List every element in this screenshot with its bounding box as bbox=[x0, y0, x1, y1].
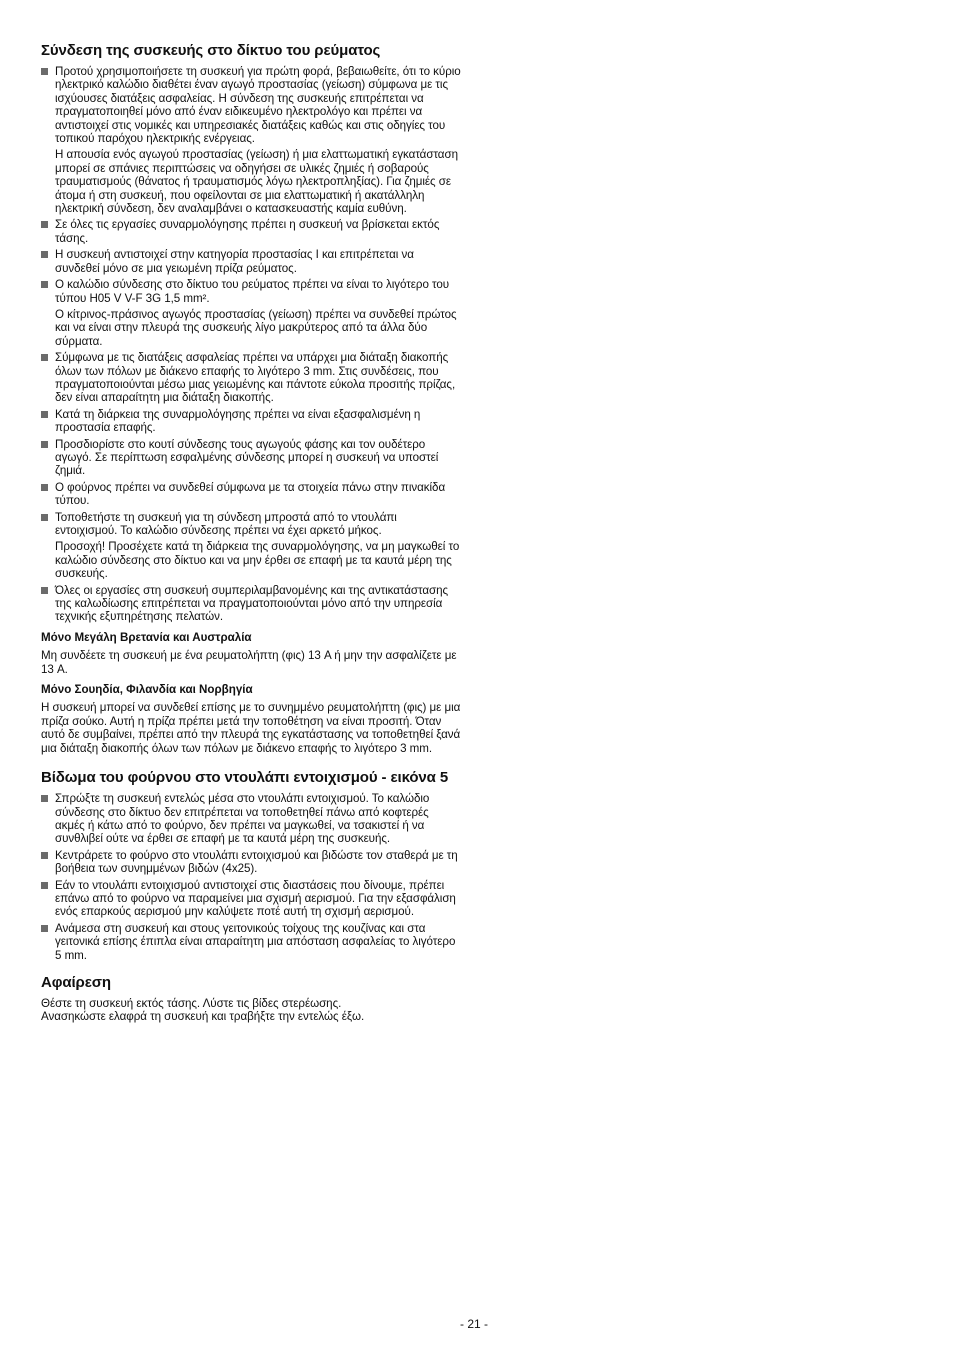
list-item-text: Ανάμεσα στη συσκευή και στους γειτονικούς τοίχους της κουζίνας και στα γειτονικά επίσης έπιπλα είναι απαραίτητη μια απόσταση ασφαλείας το λιγότερο 5 mm. bbox=[55, 921, 456, 962]
bullet-square-icon bbox=[41, 852, 48, 859]
list-item-text: Κεντράρετε το φούρνο στο ντουλάπι εντοιχισμού και βιδώστε τον σταθερά με τη βοήθεια των συνημμένων βιδών (4x25). bbox=[55, 848, 458, 876]
section-removal bbox=[41, 974, 461, 1024]
bullet-square-icon bbox=[41, 251, 48, 258]
page-number: - 21 - bbox=[460, 1317, 489, 1331]
list-item bbox=[41, 849, 461, 876]
bullet-square-icon bbox=[41, 441, 48, 448]
list-item-text: Κατά τη διάρκεια της συναρμολόγησης πρέπει να είναι εξασφαλισμένη η προστασία επαφής. bbox=[55, 407, 421, 435]
removal-line: Θέστε τη συσκευή εκτός τάσης. Λύστε τις βίδες στερέωσης. bbox=[41, 996, 342, 1010]
bullet-square-icon bbox=[41, 484, 48, 491]
list-item-text: Εάν το ντουλάπι εντοιχισμού αντιστοιχεί στις διαστάσεις που δίνουμε, πρέπει επάνω από το φούρνο να παραμείνει μια σχισμή αερισμού. Για την εξασφάλιση ενός επαρκούς αερισμού μην καλύψετε ποτέ αυτή τη σχισμή αερισμού. bbox=[55, 878, 456, 919]
paragraph-removal bbox=[41, 997, 461, 1024]
list-item bbox=[41, 218, 461, 245]
bullet-square-icon bbox=[41, 925, 48, 932]
bullet-square-icon bbox=[41, 587, 48, 594]
list-item-text: Ο κίτρινος-πράσινος αγωγός προστασίας (γείωση) πρέπει να συνδεθεί πρώτος και να είναι στην πλευρά της συσκευής λίγο μακρύτερος από τα άλλα δύο σύρματα. bbox=[55, 307, 457, 348]
bullet-square-icon bbox=[41, 68, 48, 75]
list-item bbox=[41, 511, 461, 581]
list-item bbox=[41, 792, 461, 846]
section-title-screwing: Βίδωμα του φούρνου στο ντουλάπι εντοιχισμού - εικόνα 5 bbox=[41, 769, 449, 787]
list-item bbox=[41, 438, 461, 478]
bullet-list-screwing bbox=[41, 792, 461, 962]
list-item-text: Σε όλες τις εργασίες συναρμολόγησης πρέπει η συσκευή να βρίσκεται εκτός τάσης. bbox=[55, 218, 440, 245]
list-item bbox=[41, 584, 461, 624]
list-item bbox=[41, 248, 461, 275]
list-item-text: Η συσκευή αντιστοιχεί στην κατηγορία προστασίας I και επιτρέπεται να συνδεθεί μόνο σε μια γειωμένη πρίζα ρεύματος. bbox=[55, 248, 414, 275]
list-item bbox=[41, 278, 461, 348]
bullet-square-icon bbox=[41, 221, 48, 228]
bullet-square-icon bbox=[41, 354, 48, 361]
list-item-text: Τοποθετήστε τη συσκευή για τη σύνδεση μπροστά από το ντουλάπι εντοιχισμού. Το καλώδιο σύνδεσης πρέπει να έχει αρκετό μήκος. bbox=[55, 510, 397, 537]
list-item bbox=[41, 481, 461, 508]
list-item-text: Ο φούρνος πρέπει να συνδεθεί σύμφωνα με τα στοιχεία πάνω στην πινακίδα τύπου. bbox=[55, 480, 446, 508]
bullet-square-icon bbox=[41, 882, 48, 889]
bullet-square-icon bbox=[41, 514, 48, 521]
section-screwing bbox=[41, 769, 461, 962]
removal-line: Ανασηκώστε ελαφρά τη συσκευή και τραβήξτε την εντελώς έξω. bbox=[41, 1010, 365, 1024]
page-content bbox=[41, 42, 461, 1024]
list-item-text: Ο καλώδιο σύνδεσης στο δίκτυο του ρεύματος πρέπει να είναι το λιγότερο του τύπου H05 V V-F 3G 1,5 mm². bbox=[55, 278, 450, 305]
list-item-text: Η απουσία ενός αγωγού προστασίας (γείωση) ή μια ελαττωματική εγκατάσταση μπορεί σε σπάνιες περιπτώσεις να οδηγήσει σε υλικές ζημιές ή σοβαρούς τραυματισμούς (θάνατος ή τραυματισμός λόγω ηλεκτροπληξίας). Για ζημιές σε άτομα ή στη συσκευή, που οφείλονται σε μια ελαττωματική ή ακατάλληλη ηλεκτρική σύνδεση, δεν αναλαμβάνει ο κατασκευαστής καμία ευθύνη. bbox=[55, 148, 458, 216]
text-uk-australia: Μη συνδέετε τη συσκευή με ένα ρευματολήπτη (φις) 13 A ή μην την ασφαλίζετε με 13 A. bbox=[41, 649, 457, 676]
text-nordic: Η συσκευή μπορεί να συνδεθεί επίσης με το συνημμένο ρευματολήπτη (φις) με μια πρίζα σούκο. Αυτή η πρίζα πρέπει μετά την τοποθέτηση να είναι προσιτή. Όταν αυτό δε συμβαίνει, πρέπει από την πλευρά της εγκατάστασης να τοποθετηθεί ξανά μια διάταξη διακοπής όλων των πόλων με διάκενο επαφής το λιγότερο 3 mm. bbox=[41, 701, 461, 755]
bullet-list-connection bbox=[41, 65, 461, 624]
list-item-text: Σύμφωνα με τις διατάξεις ασφαλείας πρέπει να υπάρχει μια διάταξη διακοπής όλων των πόλων με διάκενο επαφής το λιγότερο 3 mm. Στις συνδέσεις, που πραγματοποιούνται μέσω μιας γειωμένης και πάντοτε εύκολα προσιτής πρίζας, δεν είναι απαραίτητη μια διάταξη διακοπής. bbox=[55, 351, 456, 405]
section-title-removal: Αφαίρεση bbox=[41, 973, 111, 991]
bullet-square-icon bbox=[41, 795, 48, 802]
list-item-text: Όλες οι εργασίες στη συσκευή συμπεριλαμβανομένης και της αντικατάστασης της καλωδίωσης επιτρέπεται να πραγματοποιούνται μόνο από την υπηρεσία τεχνικής εξυπηρέτησης πελατών. bbox=[55, 583, 449, 624]
list-item bbox=[41, 922, 461, 962]
section-mains-connection bbox=[41, 42, 461, 755]
subheading-uk-australia: Μόνο Μεγάλη Βρετανία και Αυστραλία bbox=[41, 630, 252, 644]
list-item-text: Προσοχή! Προσέχετε κατά τη διάρκεια της συναρμολόγησης, να μη μαγκωθεί το καλώδιο σύνδεσης στο δίκτυο και να μην έρθει σε επαφή με τα καυτά μέρη της συσκευής. bbox=[55, 540, 460, 581]
list-item bbox=[41, 351, 461, 405]
list-item-text: Προσδιορίστε στο κουτί σύνδεσης τους αγωγούς φάσης και τον ουδέτερο αγωγό. Σε περίπτωση εσφαλμένης σύνδεσης μπορεί η συσκευή να υποστεί ζημιά. bbox=[55, 437, 439, 478]
bullet-square-icon bbox=[41, 281, 48, 288]
list-item-text: Προτού χρησιμοποιήσετε τη συσκευή για πρώτη φορά, βεβαιωθείτε, ότι το κύριο ηλεκτρικό καλώδιο διαθέτει έναν αγωγό προστασίας (γείωση) σύμφωνα με τις ισχύουσες διατάξεις ασφαλείας. Η σύνδεση της συσκευής επιτρέπεται να πραγματοποιηθεί μόνο από έναν ειδικευμένο ηλεκτρολόγο και πρέπει να αντιστοιχεί στις νομικές και υπηρεσιακές διατάξεις καθώς και στις οδηγίες του τοπικού παρόχου ηλεκτρικής ενέργειας. bbox=[55, 65, 461, 146]
bullet-square-icon bbox=[41, 411, 48, 418]
section-title-mains-connection: Σύνδεση της συσκευής στο δίκτυο του ρεύματος bbox=[41, 42, 381, 59]
list-item bbox=[41, 408, 461, 435]
paragraph-nordic bbox=[41, 701, 461, 755]
subheading-nordic: Μόνο Σουηδία, Φιλανδία και Νορβηγία bbox=[41, 683, 253, 697]
list-item bbox=[41, 65, 461, 215]
list-item bbox=[41, 879, 461, 919]
list-item-text: Σπρώξτε τη συσκευή εντελώς μέσα στο ντουλάπι εντοιχισμού. Το καλώδιο σύνδεσης στο δίκτυο δεν επιτρέπεται να τοποθετηθεί πάνω από κοφτερές ακμές ή κάτω από το φούρνο, δεν πρέπει να μαγκωθεί, να τσακιστεί ή να συνθλιβεί ούτε να έρθει σε επαφή με τα καυτά μέρη της συσκευής. bbox=[55, 792, 430, 846]
paragraph-uk-australia bbox=[41, 649, 461, 676]
